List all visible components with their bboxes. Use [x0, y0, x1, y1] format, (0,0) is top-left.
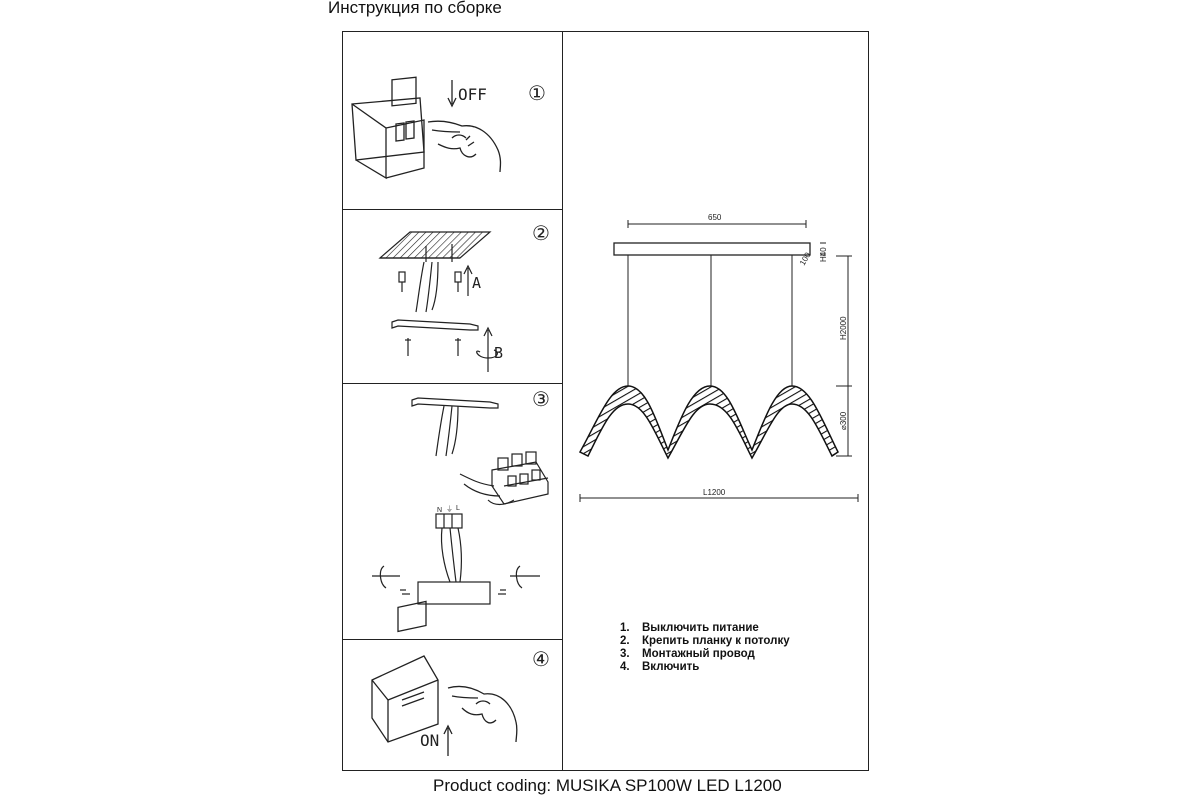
instruction-text: Включить — [642, 661, 700, 673]
anchor-right-icon — [455, 272, 461, 292]
wire-icon — [416, 262, 438, 312]
wire-label-l: L — [456, 505, 460, 512]
screw-left-icon — [405, 338, 411, 356]
canopy-box — [418, 582, 490, 604]
wire-label-n: N — [437, 507, 443, 514]
arrow-up-icon — [464, 266, 472, 296]
dim-canopy-height-label: H40 — [819, 247, 828, 262]
product-drawing — [580, 220, 858, 502]
rotate-left-icon — [372, 566, 406, 590]
step3-drawing — [372, 398, 548, 604]
dim-width-label: 650 — [708, 213, 722, 222]
step3-number: ③ — [532, 389, 550, 411]
page-title: Инструкция по сборке — [328, 0, 502, 17]
hand-icon — [428, 121, 501, 172]
mounting-plate — [392, 320, 478, 330]
arrow-up-on-icon — [444, 726, 452, 756]
screw-right-icon — [455, 338, 461, 356]
ceiling-canopy — [614, 243, 810, 255]
switch-box-icon — [352, 77, 424, 178]
rotate-right-icon — [500, 566, 540, 590]
step4-drawing — [372, 601, 517, 756]
step2-label-b: B — [494, 344, 504, 362]
dim-length-label: L1200 — [703, 488, 726, 497]
instruction-number: 1. — [620, 622, 630, 634]
crystal-wave-shade — [580, 386, 838, 458]
step4-on-label: ON — [420, 731, 440, 750]
connector-icon — [436, 514, 462, 582]
arrow-down-icon — [448, 80, 456, 106]
step2-label-a: A — [472, 274, 482, 292]
switch-box-on-icon — [372, 601, 438, 742]
instruction-text: Монтажный провод — [642, 648, 755, 660]
instruction-item — [620, 648, 790, 661]
step2-number: ② — [532, 223, 550, 245]
dim-canopy-depth-label: 100 — [797, 250, 813, 267]
step4-number: ④ — [532, 649, 550, 671]
mounting-plate-2 — [412, 398, 498, 408]
instruction-item — [620, 661, 790, 674]
instruction-number: 3. — [620, 648, 630, 660]
anchor-left-icon — [399, 272, 405, 292]
instruction-text: Крепить планку к потолку — [642, 635, 790, 647]
instruction-list — [620, 622, 790, 674]
instruction-item — [620, 622, 790, 635]
instruction-number: 2. — [620, 635, 630, 647]
step2-drawing — [380, 232, 497, 372]
instruction-number: 4. — [620, 661, 630, 673]
ceiling-hatch — [380, 232, 490, 258]
step1-number: ① — [528, 83, 546, 105]
suspension-cables — [628, 255, 792, 386]
step1-off-label: OFF — [458, 85, 487, 104]
product-coding: Product coding: MUSIKA SP100W LED L1200 — [433, 776, 782, 795]
dim-shade-diameter-label: ⌀300 — [839, 411, 848, 430]
hand-on-icon — [448, 686, 517, 742]
dim-cable-height-label: H2000 — [839, 316, 848, 340]
wire-label-ground: ⏚ — [446, 506, 453, 513]
instruction-text: Выключить питание — [642, 622, 759, 634]
instruction-item — [620, 635, 790, 648]
terminal-block-icon — [460, 452, 548, 505]
